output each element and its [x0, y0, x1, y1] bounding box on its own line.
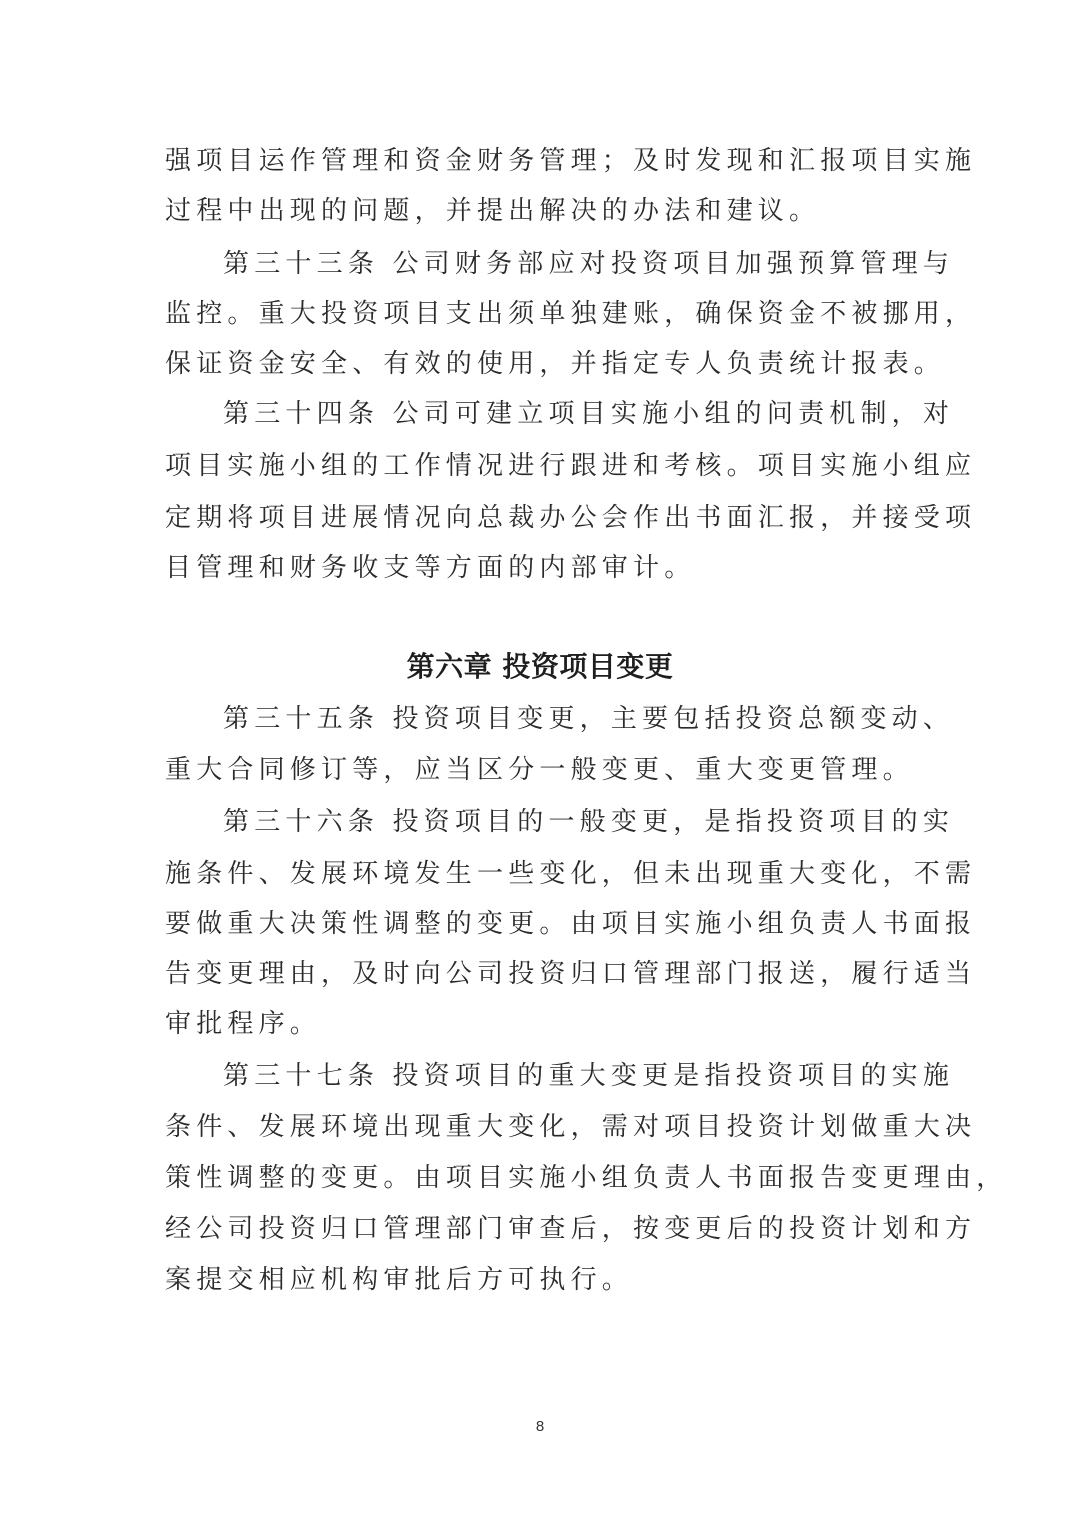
- text-line: 过程中出现的问题，并提出解决的办法和建议。: [165, 196, 821, 226]
- text-line: 强项目运作管理和资金财务管理；及时发现和汇报项目实施: [165, 146, 977, 176]
- chapter-heading: 第六章 投资项目变更: [406, 650, 674, 683]
- article-36-first-line: 第三十六条 投资项目的一般变更，是指投资项目的实: [223, 807, 955, 837]
- text-line: 施条件、发展环境发生一些变化，但未出现重大变化，不需: [165, 859, 977, 889]
- text-line: 项目实施小组的工作情况进行跟进和考核。项目实施小组应: [165, 451, 977, 481]
- text-line: 定期将项目进展情况向总裁办公会作出书面汇报，并接受项: [165, 503, 977, 533]
- article-33-first-line: 第三十三条 公司财务部应对投资项目加强预算管理与: [223, 249, 955, 279]
- article-35-first-line: 第三十五条 投资项目变更，主要包括投资总额变动、: [223, 704, 955, 734]
- text-line: 重大合同修订等，应当区分一般变更、重大变更管理。: [165, 755, 914, 785]
- text-line: 保证资金安全、有效的使用，并指定专人负责统计报表。: [165, 349, 946, 379]
- article-34-first-line: 第三十四条 公司可建立项目实施小组的问责机制，对: [223, 399, 955, 429]
- article-37-first-line: 第三十七条 投资项目的重大变更是指投资项目的实施: [223, 1061, 955, 1091]
- text-line: 审批程序。: [165, 1009, 322, 1039]
- text-line: 监控。重大投资项目支出须单独建账，确保资金不被挪用，: [165, 299, 977, 329]
- text-line: 目管理和财务收支等方面的内部审计。: [165, 553, 696, 583]
- text-line: 经公司投资归口管理部门审查后，按变更后的投资计划和方: [165, 1214, 977, 1244]
- text-line: 策性调整的变更。由项目实施小组负责人书面报告变更理由，: [165, 1163, 1008, 1193]
- text-line: 条件、发展环境出现重大变化，需对项目投资计划做重大决: [165, 1112, 977, 1142]
- text-line: 要做重大决策性调整的变更。由项目实施小组负责人书面报: [165, 909, 977, 939]
- page-number: 8: [535, 1418, 545, 1435]
- text-line: 案提交相应机构审批后方可执行。: [165, 1265, 634, 1295]
- text-line: 告变更理由，及时向公司投资归口管理部门报送，履行适当: [165, 959, 977, 989]
